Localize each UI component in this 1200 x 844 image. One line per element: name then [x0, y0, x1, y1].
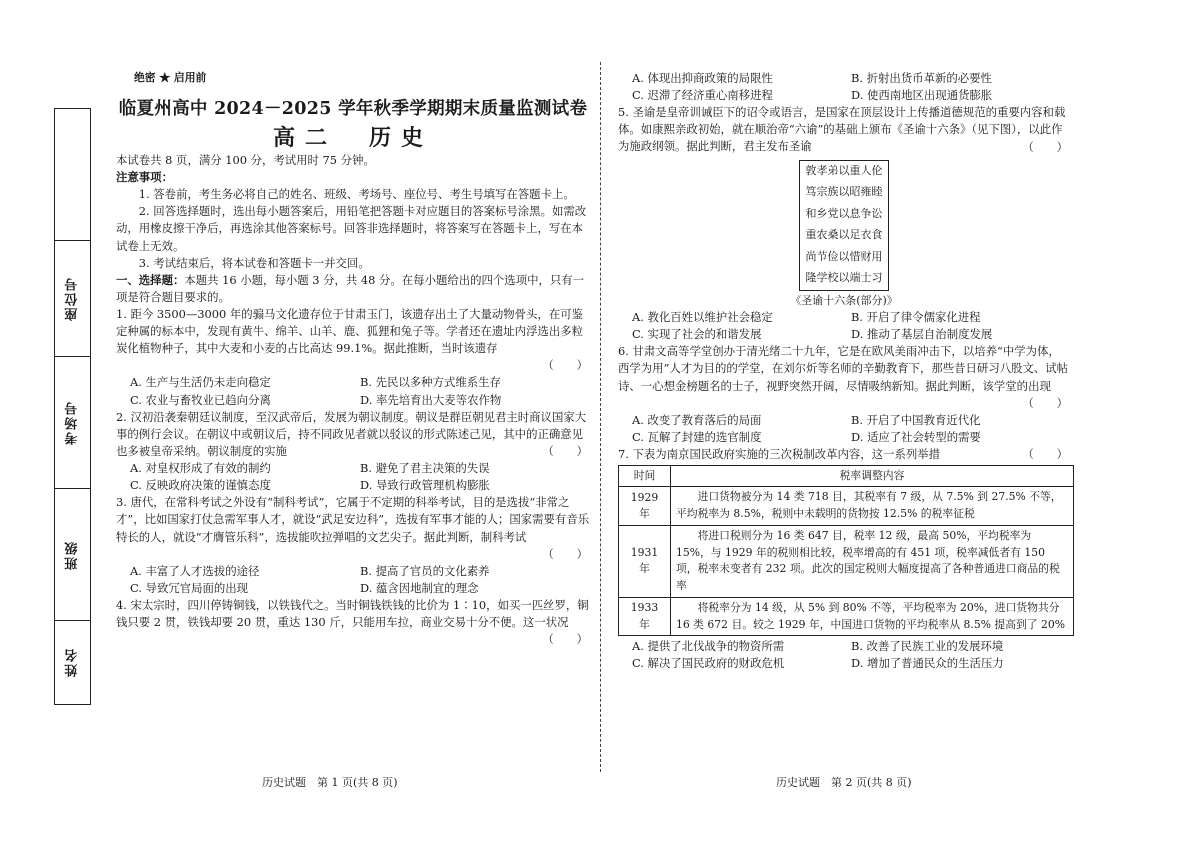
question-stem: 3. 唐代，在常科考试之外设有“制科考试”，它属于不定期的科举考试，目的是选拔“非常之才”，比如国家打仗急需军事人才，就设“武足安边科”，选拔有军事才能的人；国家需要有音乐特长的人，就设“才膺管乐科”，选拔能吹拉弹唱的文艺尖子。据此判断，制科考试: [116, 495, 590, 544]
option-d: D. 适应了社会转型的需要: [851, 429, 981, 444]
option-b: B. 先民以多种方式维系生存: [360, 375, 501, 390]
exam-info: 本试卷共 8 页，满分 100 分，考试用时 75 分钟。: [116, 153, 375, 167]
option-a: A. 改变了教育落后的局面: [632, 412, 762, 427]
question-5: [618, 104, 1070, 343]
table-row: [619, 525, 1074, 597]
option-b: B. 折射出货币革新的必要性: [851, 71, 992, 85]
question-stem: 1. 距今 3500—3000 年的骟马文化遗存位于甘肃玉门，该遗存出土了大量动物骨头，在可鉴定种属的标本中，发现有黄牛、绵羊、山羊、鹿、狐狸和兔子等。学者还在遗址内浮选出多粒炭化植物种子，其中大麦和小麦的占比高达 99.1%。据此推断，当时该遗存: [116, 306, 584, 356]
name-label: 姓名: [65, 647, 81, 678]
option-a: A. 对皇权形成了有效的制约: [130, 461, 271, 476]
edict-box: [799, 160, 889, 291]
row-content: 进口货物被分为 14 类 718 目，其税率有 7 级，从 7.5% 到 27.5% 不等，平均税率为 8.5%，税则中未载明的货物按 12.5% 的税率征税: [671, 487, 1074, 525]
question-1: [116, 306, 590, 409]
footer-right: 历史试题 第 2 页(共 8 页): [776, 776, 912, 789]
option-d: D. 使西南地区出现通货膨胀: [851, 88, 993, 103]
option-d: D. 率先培育出大麦等农作物: [360, 392, 502, 407]
option-c: C. 迟滞了经济重心南移进程: [632, 88, 773, 103]
edict-line: 隆学校以端士习: [800, 268, 888, 290]
options: [116, 460, 590, 494]
footer-left: 历史试题 第 1 页(共 8 页): [262, 776, 398, 789]
question-stem: 4. 宋太宗时，四川停铸铜钱，以铁钱代之。当时铜钱铁钱的比价为 1∶10，如买一匹丝罗，铜钱只要 2 贯，铁钱却要 20 贯，重达 130 斤，只能用车拉，商业交易十分不便。这一状况: [116, 597, 589, 630]
header-time: 时间: [619, 466, 671, 487]
options: [618, 412, 1070, 446]
exam-subject: 高二 历史: [272, 125, 433, 151]
answer-parentheses: （ ）: [542, 358, 588, 373]
option-c: C. 实现了社会的和谐发展: [632, 327, 762, 342]
option-a: A. 体现出抑商政策的局限性: [632, 71, 773, 85]
header-content: 税率调整内容: [671, 466, 1074, 487]
option-b: B. 避免了君主决策的失误: [360, 461, 490, 476]
notes-heading: 注意事项：: [116, 170, 173, 185]
exam-title: 临夏州高中 2024－2025 学年秋季学期期末质量监测试卷: [118, 99, 588, 119]
option-b: B. 改善了民族工业的发展环境: [851, 639, 1004, 654]
answer-parentheses: （ ）: [542, 632, 588, 647]
note-item: 3. 考试结束后，将本试卷和答题卡一并交回。: [138, 255, 370, 270]
option-a: A. 生产与生活仍未走向稳定: [130, 375, 271, 390]
option-d: D. 蕴含因地制宜的理念: [360, 580, 479, 595]
tax-reform-table: [618, 465, 1074, 636]
answer-parentheses: （ ）: [542, 546, 588, 561]
question-6: [618, 343, 1070, 446]
name-field: [55, 621, 90, 704]
section-description: 本题共 16 小题，每小题 3 分，共 48 分。在每小题给出的四个选项中，只有一项是符合题目要求的。: [116, 272, 585, 304]
seat-number-label: 座位号: [65, 276, 81, 322]
edict-line: 敦孝弟以重人伦: [800, 161, 888, 183]
right-page: [618, 70, 1070, 673]
question-7: [618, 446, 1070, 673]
option-c: C. 农业与畜牧业已趋向分离: [130, 392, 271, 407]
edict-line: 重农桑以足衣食: [800, 225, 888, 247]
left-page: [116, 70, 590, 648]
option-a: A. 丰富了人才选拔的途径: [130, 563, 260, 578]
edict-line: 笃宗族以昭雍睦: [800, 182, 888, 204]
row-year: 1929 年: [619, 487, 671, 525]
answer-parentheses: （ ）: [1022, 139, 1068, 154]
edict-line: 尚节俭以惜财用: [800, 247, 888, 269]
option-d: D. 推动了基层自治制度发展: [851, 327, 993, 342]
option-b: B. 提高了官员的文化素养: [360, 563, 490, 578]
seat-number-field: [55, 241, 90, 357]
question-stem: 2. 汉初沿袭秦朝廷议制度，至汉武帝后，发展为朝议制度。朝议是群臣朝见君主时商议国家大事的例行会议。在朝议中或朝议后，持不同政见者就以驳议的形式陈述己见，其中的正确意见也多被皇帝采纳。朝议制度的实施: [116, 409, 587, 458]
exam-room-label: 考场号: [65, 400, 81, 446]
answer-parentheses: （ ）: [542, 443, 588, 458]
options: [618, 309, 1070, 343]
note-item: 1. 答卷前，考生务必将自己的姓名、班级、考场号、座位号、考生号填写在答题卡上。: [138, 187, 575, 202]
question-2: [116, 409, 590, 495]
secret-mark: 绝密 ★ 启用前: [134, 71, 207, 84]
table-row: [619, 487, 1074, 525]
option-c: C. 导致冗官局面的出现: [130, 580, 249, 595]
option-a: A. 提供了北伐战争的物资所需: [632, 639, 785, 654]
edict-caption: 《圣谕十六条(部分)》: [790, 293, 898, 307]
row-content: 将进口税则分为 16 类 647 目，税率 12 级，最高 50%，平均税率为 15%，与 1929 年的税则相比较，税率增高的有 451 项，税率减低者有 150 项，税率未变者有 232 项。此次的国定税则大幅度提高了各种普通进口商品的税率: [671, 525, 1074, 597]
options: [618, 638, 1070, 672]
option-d: D. 导致行政管理机构膨胀: [360, 478, 490, 493]
class-label: 班级: [65, 540, 81, 570]
question-stem: 7. 下表为南京国民政府实施的三次税制改革内容，这一系列举措: [618, 447, 941, 462]
answer-parentheses: （ ）: [1022, 395, 1068, 410]
question-4: [116, 597, 590, 648]
row-year: 1931 年: [619, 525, 671, 597]
option-b: B. 开启了中国教育近代化: [851, 412, 981, 427]
section-heading: 一、选择题：: [116, 272, 185, 287]
answer-parentheses: （ ）: [1022, 447, 1068, 462]
option-d: D. 增加了普通民众的生活压力: [851, 656, 1004, 671]
options: [116, 563, 590, 597]
option-c: C. 反映政府决策的谨慎态度: [130, 478, 271, 493]
edict-line: 和乡党以息争讼: [800, 204, 888, 226]
option-c: C. 瓦解了封建的选官制度: [632, 429, 762, 444]
table-header-row: [619, 466, 1074, 487]
option-a: A. 教化百姓以维护社会稳定: [632, 310, 773, 325]
page-divider: [600, 62, 601, 772]
class-field: [55, 489, 90, 621]
note-item: 2. 回答选择题时，选出每小题答案后，用铅笔把答题卡对应题目的答案标号涂黑。如需改动，用橡皮擦干净后，再选涂其他答案标号。回答非选择题时，将答案写在答题卡上，写在本试卷上无效。: [116, 204, 587, 253]
options: [116, 374, 590, 408]
question-3: [116, 494, 590, 597]
exam-room-field: [55, 357, 90, 489]
strip-blank-cell: [55, 109, 90, 241]
table-row: [619, 597, 1074, 635]
row-year: 1933 年: [619, 597, 671, 635]
option-c: C. 解决了国民政府的财政危机: [632, 656, 785, 671]
question-stem: 6. 甘肃文高等学堂创办于清光绪二十九年，它是在欧风美雨冲击下，以培养“中学为体，西学为用”人才为目的的学堂，在刘尔炘等名师的辛勤教育下，那些昔日研习八股文、试帖诗、一心想金榜题名的士子，视野突然开阔，尽情吸纳新知。据此判断，该学堂的出现: [618, 344, 1069, 393]
question-stem: 5. 圣谕是皇帝训诫臣下的诏令或语言，是国家在顶层设计上传播道德规范的重要内容和载体。如康熙亲政初始，就在顺治帝“六谕”的基础上颁布《圣谕十六条》（见下图），以此作为施政纲领。据此判断，君主发布圣谕: [618, 105, 1066, 154]
question-4-options: [618, 70, 1070, 104]
option-b: B. 开启了律令儒家化进程: [851, 310, 981, 325]
binding-strip: [54, 108, 91, 705]
row-content: 将税率分为 14 级，从 5% 到 80% 不等，平均税率为 20%，进口货物共分 16 类 672 目。较之 1929 年，中国进口货物的平均税率从 8.5% 提高到了 20%: [671, 597, 1074, 635]
section-intro: [116, 272, 590, 306]
